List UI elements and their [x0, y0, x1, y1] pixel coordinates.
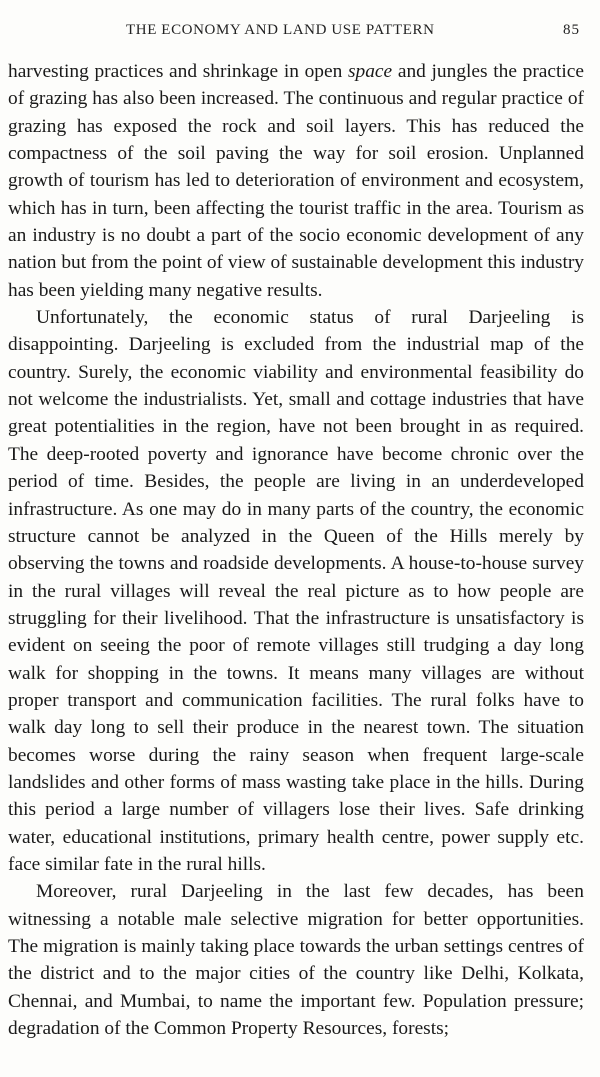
paragraph-migration: Moreover, rural Darjeeling in the last few decades, has been witnessing a notable male selective migration for better opportunities. The migration is mainly taking place towards the urban settings centres of the district and to the major cities of the country like Delhi, Kolkata, Chennai, and Mumbai, to name the important few. Population pressure; degradation of the Common Property Resources, forests; [8, 881, 584, 1040]
italic-word: space [348, 61, 393, 82]
running-head [126, 22, 580, 42]
body-text [8, 58, 584, 1042]
paragraph-text: harvesting practices and shrinkage in open [8, 61, 348, 82]
running-title: THE ECONOMY AND LAND USE PATTERN [126, 22, 435, 38]
paragraph-continued [8, 58, 584, 304]
paragraph-text: and jungles the practice of grazing has also been increased. The continuous and regular practice of grazing has exposed the rock and soil layers. This has reduced the compactness of the soil paving the way for soil erosion. Unplanned growth of tourism has led to deterioration of environment and ecosystem, which has in turn, been affecting the tourist traffic in the area. Tourism as an industry is no doubt a part of the socio economic development of any nation but from the point of view of sustainable development this industry has been yielding many negative results. [8, 61, 584, 301]
page-number: 85 [563, 22, 580, 38]
paragraph-rural-economy: Unfortunately, the economic status of rural Darjeeling is disappointing. Darjeeling is excluded from the industrial map of the country. Surely, the economic viability and environmental feasibility do not welcome the industrialists. Yet, small and cottage industries that have great potentialities in the region, have not been brought in as required. The deep-rooted poverty and ignorance have become chronic over the period of time. Besides, the people are living in an underdeveloped infrastructure. As one may do in many parts of the country, the economic structure cannot be analyzed in the Queen of the Hills merely by observing the towns and roadside developments. A house-to-house survey in the rural villages will reveal the real picture as to how people are struggling for their livelihood. That the infrastructure is unsatisfactory is evident on seeing the poor of remote villages still trudging a day long walk for shopping in the towns. It means many villages are without proper transport and communication facilities. The rural folks have to walk day long to sell their produce in the nearest town. The situation becomes worse during the rainy season when frequent large-scale landslides and other forms of mass wasting take place in the hills. During this period a large number of villagers lose their lives. Safe drinking water, educational institutions, primary health centre, power supply etc. face similar fate in the rural hills. [8, 307, 584, 875]
